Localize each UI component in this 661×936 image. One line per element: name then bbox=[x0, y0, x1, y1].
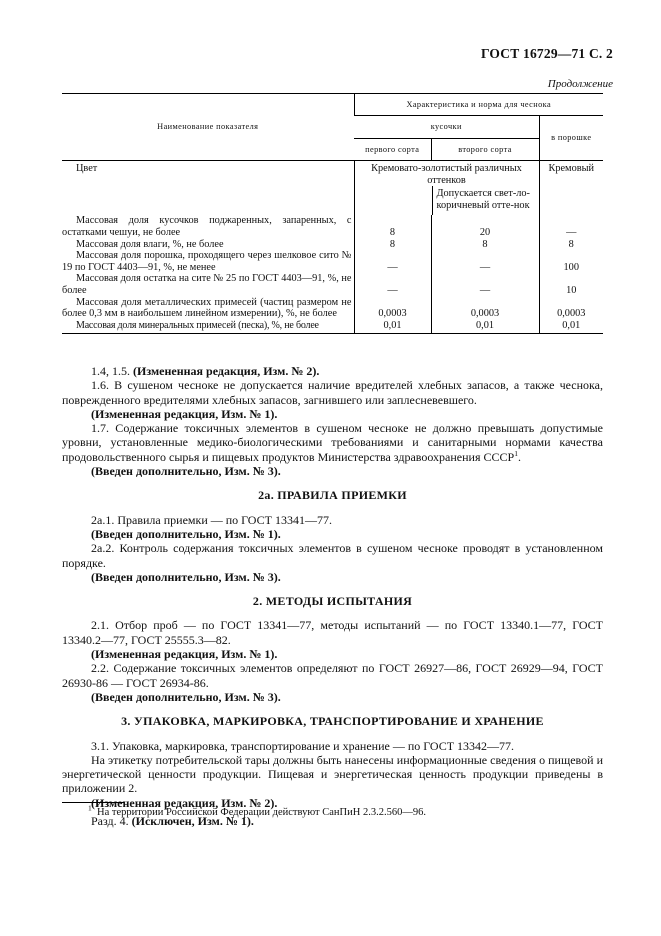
cell-second: — bbox=[431, 250, 539, 273]
cell-first: 8 bbox=[354, 215, 431, 238]
cell-first: — bbox=[354, 273, 431, 296]
table-row bbox=[62, 320, 603, 334]
amendment-note: (Введен дополнительно, Изм. № 3). bbox=[91, 569, 281, 584]
page-header: ГОСТ 16729—71 С. 2 bbox=[480, 46, 613, 61]
row-name: Массовая доля металлических примесей (частиц размером не более 0,3 мм в наибольшем линейном измерении), %, не более bbox=[62, 296, 352, 320]
cell-second-note: Допускается свет-ло-коричневый отте-нок bbox=[432, 186, 539, 215]
cell-first: 8 bbox=[354, 239, 431, 251]
cell-powder: 0,0003 bbox=[539, 297, 603, 320]
col-header-first: первого сорта bbox=[354, 139, 431, 161]
col-header-powder: в порошке bbox=[539, 116, 603, 161]
clause-2-2: 2.2. Содержание токсичных элементов определяют по ГОСТ 26927—86, ГОСТ 26929—94, ГОСТ 26930-86 — ГОСТ 26934-86. bbox=[62, 661, 603, 690]
clause-3-1: 3.1. Упаковка, маркировка, транспортирование и хранение — по ГОСТ 13342—77. bbox=[91, 738, 515, 753]
clause-1-6: 1.6. В сушеном чесноке не допускается наличие вредителей хлебных запасов, а также чеснока, поврежденного вредителями хлебных запасов, загнившего или заплесневевшего. bbox=[62, 378, 603, 407]
section-heading-2: 2. МЕТОДЫ ИСПЫТАНИЯ bbox=[252, 594, 413, 609]
footnote-text: На территории Российской Федерации действуют СанПиН 2.3.2.560—96. bbox=[97, 807, 426, 818]
table-row bbox=[62, 250, 603, 273]
row-name: Массовая доля минеральных примесей (песка), %, не более bbox=[62, 320, 354, 334]
cell-second: 0,0003 bbox=[431, 297, 539, 320]
table-row bbox=[62, 239, 603, 251]
section-heading-3: 3. УПАКОВКА, МАРКИРОВКА, ТРАНСПОРТИРОВАНИЕ И ХРАНЕНИЕ bbox=[121, 714, 544, 729]
cell-powder: 100 bbox=[539, 250, 603, 273]
row-name: Массовая доля порошка, проходящего через шелковое сито № 19 по ГОСТ 4403—91, %, не менее bbox=[62, 250, 352, 273]
cell-powder: Кремовый bbox=[539, 161, 603, 216]
cell-second: — bbox=[431, 273, 539, 296]
document-body bbox=[62, 364, 603, 828]
table-row bbox=[62, 297, 603, 320]
row-name: Массовая доля остатка на сите № 25 по ГОСТ 4403—91, %, не более bbox=[62, 273, 352, 296]
cell-first: Кремовато-золотистый различных оттенков bbox=[371, 163, 522, 186]
col-header-second: второго сорта bbox=[431, 139, 539, 161]
clause-2a-1: 2а.1. Правила приемки — по ГОСТ 13341—77. bbox=[91, 512, 332, 527]
row-name: Массовая доля влаги, %, не более bbox=[76, 238, 224, 250]
section-4-note: Разд. 4. (Исключен, Изм. № 1). bbox=[91, 814, 254, 829]
row-name: Цвет bbox=[76, 163, 98, 174]
cell-first: 0,01 bbox=[354, 320, 431, 334]
clause-2a-2: 2а.2. Контроль содержания токсичных элементов в сушеном чесноке проводят в установленном порядке. bbox=[62, 541, 603, 570]
amendment-1-4-1-5: 1.4, 1.5. (Измененная редакция, Изм. № 2). bbox=[91, 364, 320, 378]
amendment-note: (Измененная редакция, Изм. № 1). bbox=[91, 647, 278, 662]
cell-second: 0,01 bbox=[431, 320, 539, 334]
table-row bbox=[62, 273, 603, 296]
amendment-note: (Введен дополнительно, Изм. № 1). bbox=[91, 526, 281, 541]
cell-powder: 8 bbox=[539, 239, 603, 251]
cell-powder: — bbox=[539, 215, 603, 238]
amendment-note: (Введен дополнительно, Изм. № 3). bbox=[91, 689, 281, 704]
table-row bbox=[62, 161, 603, 216]
footnote-ref: 1 bbox=[514, 448, 518, 458]
section-heading-2a: 2а. ПРАВИЛА ПРИЕМКИ bbox=[258, 488, 407, 503]
col-header-group: Характеристика и норма для чеснока bbox=[354, 94, 603, 116]
spec-table bbox=[62, 93, 603, 334]
cell-first: — bbox=[354, 250, 431, 273]
footnote-divider bbox=[62, 802, 124, 803]
clause-1-7: 1.7. Содержание токсичных элементов в сушеном чесноке не должно превышать допустимые уровни, установленные медико-биологическими требованиями и санитарными нормами качества продовольственного сырья и пищевых продуктов Министерства здравоохранения СССР$^1$. bbox=[62, 421, 603, 464]
cell-powder: 10 bbox=[539, 273, 603, 296]
row-name: Массовая доля кусочков поджаренных, запаренных, с остатками чешуи, не более bbox=[62, 215, 352, 238]
continuation-label: Продолжение bbox=[547, 78, 613, 90]
footnote bbox=[88, 803, 426, 818]
clause-3-1-text: На этикетку потребительской тары должны быть нанесены информационные сведения о пищевой и энергетической ценности продукции. Пищевая и энергетическая ценность продукции приведены в приложении 2. bbox=[62, 752, 603, 796]
cell-first: 0,0003 bbox=[354, 297, 431, 320]
table-row bbox=[62, 215, 603, 238]
amendment-note: (Измененная редакция, Изм. № 1). bbox=[91, 406, 278, 421]
col-header-name: Наименование показателя bbox=[62, 94, 354, 161]
footnote-mark: 1 bbox=[88, 803, 92, 813]
cell-second: 20 bbox=[431, 215, 539, 238]
col-header-pieces: кусочки bbox=[354, 116, 539, 139]
clause-2-1: 2.1. Отбор проб — по ГОСТ 13341—77, методы испытаний — по ГОСТ 13340.1—77, ГОСТ 13340.2—77, ГОСТ 25555.3—82. bbox=[62, 618, 603, 647]
amendment-note: (Введен дополнительно, Изм. № 3). bbox=[91, 464, 281, 479]
cell-second: 8 bbox=[431, 239, 539, 251]
cell-powder: 0,01 bbox=[539, 320, 603, 334]
amendment-note: (Измененная редакция, Изм. № 2). bbox=[91, 795, 278, 810]
